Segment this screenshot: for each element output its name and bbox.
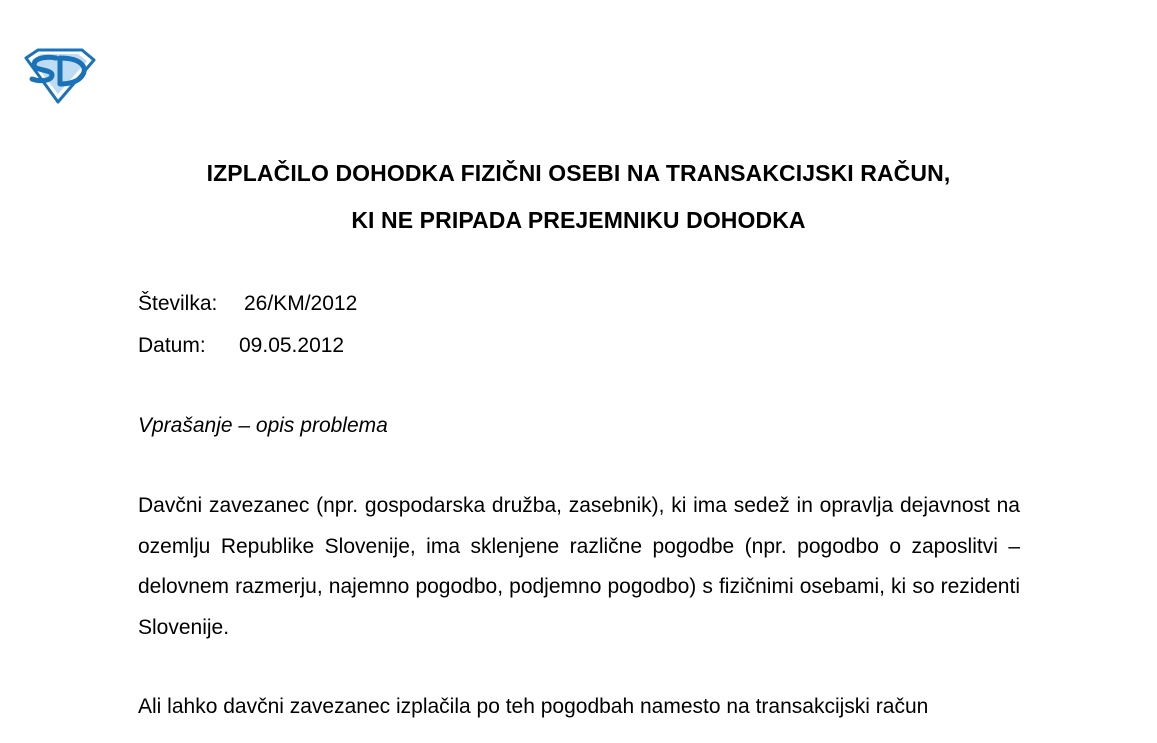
document-date-row xyxy=(138,334,344,358)
document-date-label: Datum: xyxy=(138,334,206,357)
document-number-row xyxy=(138,292,357,316)
document-title-line-1: IZPLAČILO DOHODKA FIZIČNI OSEBI NA TRANSAKCIJSKI RAČUN, xyxy=(206,160,951,186)
document-title-line-2: KI NE PRIPADA PREJEMNIKU DOHODKA xyxy=(351,207,806,233)
document-date-value: 09.05.2012 xyxy=(239,334,345,357)
paragraph-1: Davčni zavezanec (npr. gospodarska družba, zasebnik), ki ima sedež in opravlja dejavnost na ozemlju Republike Slovenije, ima sklenjene različne pogodbe (npr. pogodbo o zaposlitvi – delovnem razmerju, najemno pogodbo, podjemno pogodbo) s fizičnimi osebami, ki so rezidenti Slovenije. xyxy=(138,494,1020,639)
paragraph-2: Ali lahko davčni zavezanec izplačila po teh pogodbah namesto na transakcijski račun xyxy=(138,695,929,718)
document-number-label: Številka: xyxy=(138,292,218,315)
section-heading: Vprašanje – opis problema xyxy=(138,414,388,437)
company-logo xyxy=(22,48,96,104)
document-number-value: 26/KM/2012 xyxy=(244,292,358,315)
